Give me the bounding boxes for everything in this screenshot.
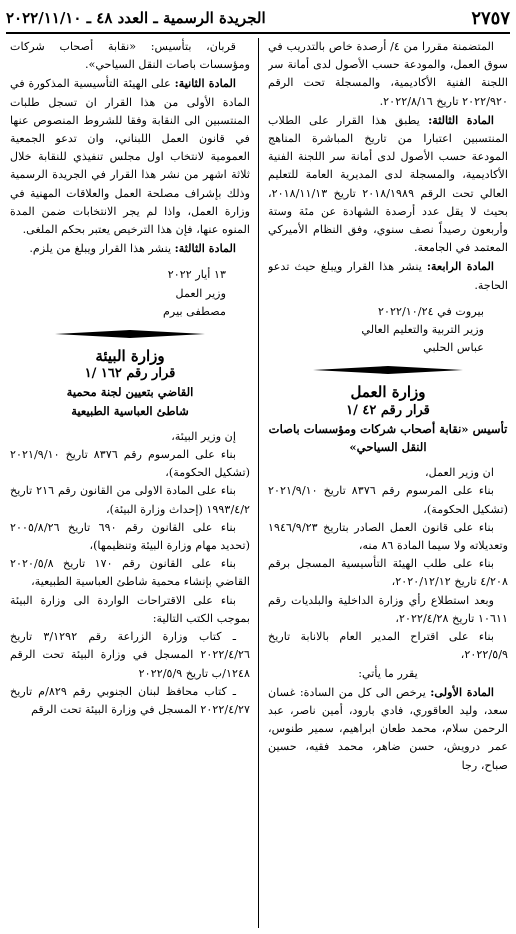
article-4-label: المادة الرابعة: <box>426 259 494 274</box>
page-header <box>6 6 510 30</box>
decides-heading: يقرر ما يأتي: <box>358 666 418 680</box>
decree-number: قرار رقم ٤٢ /١ <box>346 402 430 418</box>
section-divider <box>268 363 508 377</box>
article-2-text: على الهيئة التأسيسية المذكورة في المادة الأولى من هذا القرار ان تسجل طلبات المنتسبين الى النقابة وفقا للشروط المنصوص عنها في قانون العمل اللبناني، وان تدعو الجمعية العمومية لانتخاب اول مجلس تنفيذي للنقابة خلال ثلاثة اشهر من نشر هذا القرار في الجريدة الرسمية وذلك بإشراف مصلحة العمل والعلاقات المهنية في وزارة العمل، واذا لم يجر الانتخابات ضمن المدة المنوه عنها، فإن هذا الترخيص يعتبر بحكم الملغى. <box>10 77 250 237</box>
decree-number: قرار رقم ١٦٢ /١ <box>84 366 176 382</box>
column-separator <box>258 38 259 928</box>
article-2 <box>10 74 250 239</box>
signature-date: بيروت في ٢٠٢٢/١٠/٢٤ <box>377 304 484 318</box>
article-1-label: المادة الأولى: <box>430 684 495 699</box>
recital: بناء على المرسوم رقم ٨٣٧٦ تاريخ ٢٠٢١/٩/١٠ (تشكيل الحكومة)، <box>10 448 250 480</box>
signer-title: وزير العمل <box>175 286 226 300</box>
recital: وبعد استطلاع رأي وزارة الداخلية والبلديات رقم ١٠٦١١ تاريخ ٢٠٢٢/٤/٢٨، <box>268 593 508 625</box>
header-rule <box>6 32 510 34</box>
continued-paragraph: المتضمنة مقررا من ٤/ أرصدة خاص بالتدريب في سوق العمل، والمودعة حسب الأصول لدى أمانة سر اللجنة الفنية الأكاديمية، والمسجلة تحت الرقم ٢٠٢٢/٩٢٠ تاريخ ٢٠٢٢/٨/١٦. <box>268 40 508 108</box>
recital: ـ كتاب وزارة الزراعة رقم ٣/١٢٩٢ تاريخ ٢٠٢٢/٤/٢٦ المسجل في وزارة البيئة تحت الرقم ١٢٤٨/ب تاريخ ٢٠٢٢/٥/٩ <box>10 630 250 680</box>
recital: بناء على اقتراح المدير العام بالانابة تاريخ ٢٠٢٢/٥/٩، <box>268 630 508 662</box>
continued-paragraph: قربان، بتأسيس: «نقابة أصحاب شركات ومؤسسات باصات النقل السياحي». <box>10 40 250 72</box>
ministry-title: وزارة البيئة <box>95 347 165 366</box>
decree-subject-line-2: شاطئ العباسية الطبيعية <box>71 403 189 418</box>
signer-name: عباس الحلبي <box>423 341 484 355</box>
decree-subject-line-1: القاضي بتعيين لجنة محمية <box>66 385 194 400</box>
section-divider <box>10 327 250 341</box>
article-1-text: يرخص الى كل من السادة: غسان سعد، وليد العاقوري، فادي بارود، أمين ناصر، عبد الرحمن سلام، محمد طعان ابراهيم، سمير طنوس، عمر درويش، حسن ضاهر، محمد فقيه، حسين صباح، رجا <box>268 685 508 772</box>
signer-title: وزير التربية والتعليم العالي <box>361 323 484 337</box>
article-3-text: يطبق هذا القرار على الطلاب المنتسبين اعتبارا من تاريخ المباشرة المناهج المودعة حسب الأصول لدى أمانة سر اللجنة الفنية الأكاديمية، والمسجلة لدى المديرية العامة للتعليم العالي تحت الرقم ٢٠١٨/١٩٨٩ تاريخ ٢٠١٨/١١/١٣، بحيث لا يقل عدد أرصدة الشهادة عن مئة وستة وأربعون رصيداً نصف سنوي، وفق النظام الأميركي المعتمد في الجامعة. <box>268 113 508 255</box>
signer-name: مصطفى بيرم <box>162 304 226 318</box>
decree-intro: إن وزير البيئة، <box>171 429 236 443</box>
article-3 <box>268 111 508 258</box>
page-number: ٢٧٥٧ <box>471 7 510 29</box>
recital: بناء على الاقتراحات الواردة الى وزارة البيئة بموجب الكتب التالية: <box>10 593 250 625</box>
article-3 <box>10 239 250 258</box>
decree-intro: ان وزير العمل، <box>425 466 494 480</box>
decree-subject: تأسيس «نقابة أصحاب شركات ومؤسسات باصات النقل السياحي» <box>268 421 508 455</box>
article-4 <box>268 257 508 294</box>
article-3-label: المادة الثالثة: <box>174 241 236 256</box>
recital: بناء على طلب الهيئة التأسيسية المسجل برقم ٤/٢٠٨ تاريخ ٢٠٢٠/١٢/١٢، <box>268 557 508 589</box>
recital: بناء على المرسوم رقم ٨٣٧٦ تاريخ ٢٠٢١/٩/١٠ (تشكيل الحكومة)، <box>268 484 508 516</box>
article-3-label: المادة الثالثة: <box>428 112 494 127</box>
left-column <box>10 38 250 928</box>
article-3-text: ينشر هذا القرار ويبلغ من يلزم. <box>29 242 175 256</box>
recital: بناء على قانون العمل الصادر بتاريخ ١٩٤٦/٩/٢٣ وتعديلاته ولا سيما المادة ٨٦ منه، <box>268 520 508 553</box>
signature-date: ١٣ أيار ٢٠٢٢ <box>167 268 226 282</box>
recital: بناء على القانون رقم ٦٩٠ تاريخ ٢٠٠٥/٨/٢٦ (تحديد مهام وزارة البيئة وتنظيمها)، <box>10 520 250 553</box>
recital: ـ كتاب محافظ لبنان الجنوبي رقم ٨٢٩/م تاريخ ٢٠٢٢/٤/٢٧ المسجل في وزارة البيئة تحت الرقم <box>10 684 250 716</box>
ministry-title: وزارة العمل <box>350 383 426 402</box>
recital: بناء على المادة الاولى من القانون رقم ٢١٦ تاريخ ١٩٩٣/٤/٢ (إحداث وزارة البيئة)، <box>10 484 250 516</box>
article-4-text: ينشر هذا القرار ويبلغ حيث تدعو الحاجة. <box>268 260 508 292</box>
article-1 <box>268 683 508 775</box>
right-column <box>268 38 508 928</box>
article-2-label: المادة الثانية: <box>174 76 236 91</box>
gazette-title: الجريدة الرسمية ـ العدد ٤٨ ـ ٢٠٢٢/١١/١٠ <box>6 9 266 27</box>
recital: بناء على القانون رقم ١٧٠ تاريخ ٢٠٢٠/٥/٨ القاضي بإنشاء محمية شاطئ العباسية الطبيعية، <box>10 557 250 589</box>
